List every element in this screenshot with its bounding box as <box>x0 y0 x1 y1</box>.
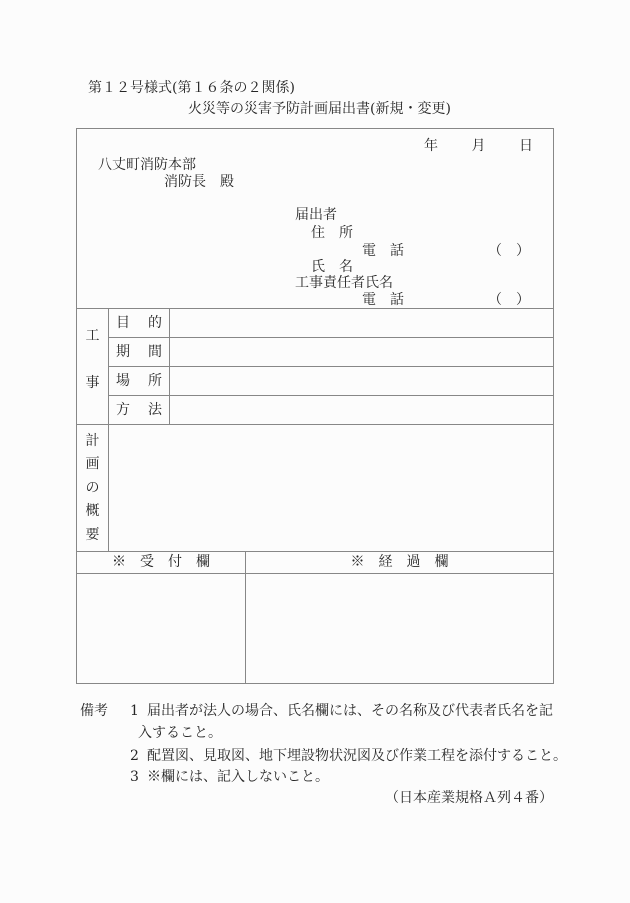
place-label-char-2: 所 <box>148 372 162 389</box>
construction-section <box>77 309 553 424</box>
purpose-value-cell <box>170 309 553 337</box>
plan-outline-section <box>77 424 553 551</box>
purpose-label-char-1: 目 <box>116 314 130 331</box>
plan-outline-vertical-label <box>77 425 109 551</box>
remark-3-number: 3 <box>130 769 139 785</box>
construction-char-1: 工 <box>85 328 100 344</box>
method-label-char-2: 法 <box>148 401 162 418</box>
progress-stamp-cell <box>246 574 553 683</box>
applicant-label: 届出者 <box>295 207 337 223</box>
remark-3-text: ※欄には、記入しないこと。 <box>147 769 329 785</box>
construction-char-2: 事 <box>85 374 100 391</box>
plan-char-4: 概 <box>85 503 100 520</box>
stamp-body-row <box>77 574 553 683</box>
table-row-purpose <box>109 309 553 338</box>
supervisor-phone-label: 電 話 <box>362 292 404 308</box>
fire-office-name: 八丈町消防本部 <box>98 157 196 173</box>
stamp-header-row <box>77 551 553 574</box>
progress-column-header: ※ 経 過 欄 <box>350 554 449 571</box>
applicant-address-label: 住 所 <box>311 225 353 241</box>
place-label <box>109 367 170 395</box>
purpose-label <box>109 309 170 337</box>
plan-char-2: 画 <box>85 456 100 473</box>
reception-column-header: ※ 受 付 欄 <box>77 552 246 573</box>
reception-stamp-cell <box>77 574 246 683</box>
applicant-name-label: 氏 名 <box>311 259 353 275</box>
method-label-char-1: 方 <box>116 401 130 418</box>
period-label <box>109 338 170 366</box>
construction-vertical-label <box>77 309 109 424</box>
plan-char-5: 要 <box>85 526 100 543</box>
period-value-cell <box>170 338 553 366</box>
date-day-label: 日 <box>519 138 533 154</box>
applicant-phone-paren: （ ） <box>488 243 530 259</box>
remark-1-line-1: 届出者が法人の場合、氏名欄には、その名称及び代表者氏名を記 <box>147 703 553 719</box>
remark-2-number: 2 <box>130 748 139 764</box>
remark-2-text: 配置図、見取図、地下埋設物状況図及び作業工程を添付すること。 <box>147 748 567 764</box>
plan-outline-value-cell <box>109 425 553 551</box>
remark-1-line-2: 入すること。 <box>138 725 222 741</box>
plan-char-1: 計 <box>85 433 100 449</box>
form-table <box>76 128 554 684</box>
date-month-label: 月 <box>471 138 486 154</box>
remark-1-number: 1 <box>130 703 139 719</box>
table-row-period <box>109 338 553 367</box>
header-cell <box>77 129 553 309</box>
method-label <box>109 396 170 424</box>
construction-supervisor-label: 工事責任者氏名 <box>295 275 393 291</box>
addressee-fire-chief: 消防長 殿 <box>164 174 234 190</box>
remarks-label: 備考 <box>80 703 108 719</box>
applicant-phone-label: 電 話 <box>362 243 404 259</box>
supervisor-phone-paren: （ ） <box>488 292 530 308</box>
purpose-label-char-2: 的 <box>148 314 162 331</box>
table-row-method <box>109 396 553 424</box>
table-row-place <box>109 367 553 396</box>
plan-char-3: の <box>85 479 100 496</box>
date-year-label: 年 <box>424 138 438 154</box>
jis-standard-note: （日本産業規格Ａ列４番） <box>385 790 553 806</box>
place-label-char-1: 場 <box>116 372 130 389</box>
period-label-char-2: 間 <box>148 343 162 360</box>
place-value-cell <box>170 367 553 395</box>
period-label-char-1: 期 <box>116 343 130 360</box>
document-title: 火災等の災害予防計画届出書(新規・変更) <box>188 101 451 117</box>
form-number-heading: 第１２号様式(第１６条の２関係) <box>88 80 295 96</box>
method-value-cell <box>170 396 553 424</box>
date-line <box>424 138 533 154</box>
